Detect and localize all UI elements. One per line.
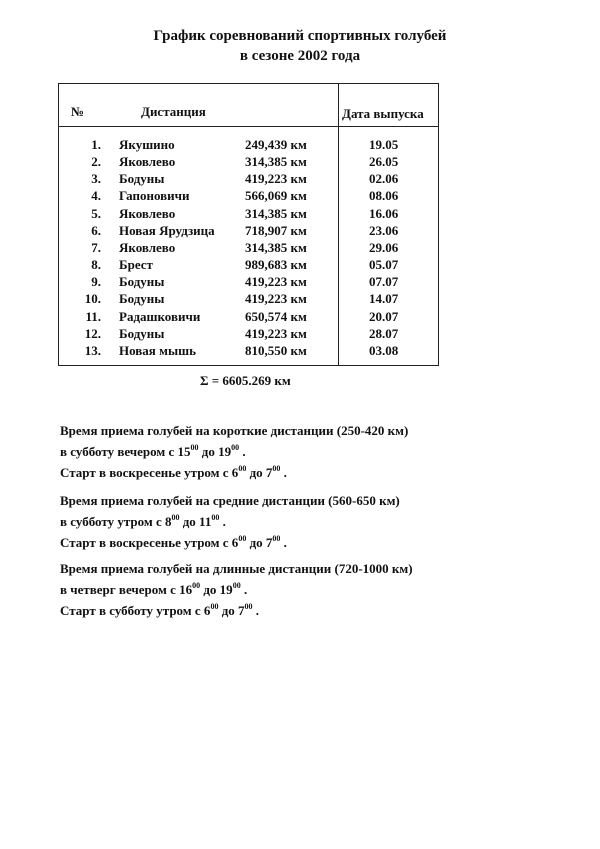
row-destination: Бодуны (119, 274, 165, 290)
row-destination: Яковлево (119, 239, 176, 255)
row-destination: Яковлево (119, 154, 176, 170)
row-distance: 810,550 км (245, 342, 307, 358)
table-row (59, 154, 440, 171)
row-distance: 314,385 км (245, 205, 307, 221)
row-release-date: 02.06 (369, 171, 399, 187)
table-row (59, 326, 440, 343)
short-heading: Время приема голубей на короткие дистанции (250-420 км) (60, 423, 409, 438)
row-release-date: 16.06 (369, 205, 399, 221)
header-divider (59, 126, 438, 127)
row-number: 13. (84, 342, 101, 358)
row-destination: Гапоновичи (119, 188, 190, 204)
header-date: Дата выпуска (342, 106, 424, 121)
header-distance: Дистанция (141, 104, 206, 119)
short-receive-time: в субботу вечером с $15^{00}$ до $19^{00}$ . (60, 443, 246, 459)
row-number: 2. (91, 154, 101, 170)
medium-start-time: Старт в воскресенье утром с $6^{00}$ до $7^{00}$ . (60, 534, 287, 550)
row-release-date: 19.05 (369, 137, 399, 152)
row-release-date: 03.08 (369, 342, 399, 358)
table-row (59, 309, 440, 326)
row-number: 1. (91, 137, 101, 152)
short-distance-block (60, 422, 408, 481)
title-line-2: в сезоне 2002 года (239, 48, 361, 64)
row-release-date: 26.05 (369, 154, 399, 170)
table-row (59, 274, 440, 291)
total-distance: Σ = 6605.269 км (200, 373, 291, 388)
long-heading: Время приема голубей на длинные дистанции (720-1000 км) (60, 561, 413, 576)
title-line-1: График соревнований спортивных голубей (153, 28, 447, 44)
row-distance: 419,223 км (245, 325, 307, 341)
row-number: 12. (84, 325, 101, 341)
table-row (59, 223, 440, 240)
row-destination: Радашковичи (119, 308, 201, 324)
row-distance: 718,907 км (245, 222, 307, 238)
document-title (0, 26, 600, 66)
row-release-date: 07.07 (369, 274, 399, 290)
table-row (59, 171, 440, 188)
short-start-time: Старт в воскресенье утром с $6^{00}$ до $7^{00}$ . (60, 464, 287, 480)
row-number: 8. (91, 257, 101, 273)
schedule-table (58, 83, 439, 366)
long-receive-time: в четверг вечером с $16^{00}$ до $19^{00}$ . (60, 581, 248, 597)
table-row (59, 240, 440, 257)
table-row (59, 188, 440, 205)
row-release-date: 28.07 (369, 325, 399, 341)
row-number: 4. (91, 188, 101, 204)
medium-receive-time: в субботу утром с $8^{00}$ до $11^{00}$ . (60, 513, 226, 529)
row-distance: 989,683 км (245, 257, 307, 273)
table-row (59, 343, 440, 360)
row-distance: 249,439 км (245, 137, 307, 152)
row-release-date: 23.06 (369, 222, 399, 238)
row-distance: 650,574 км (245, 308, 307, 324)
medium-heading: Время приема голубей на средние дистанции (560-650 км) (60, 493, 400, 508)
row-destination: Брест (119, 257, 153, 273)
row-number: 11. (85, 308, 101, 324)
medium-distance-block (60, 492, 400, 551)
row-release-date: 05.07 (369, 257, 399, 273)
row-release-date: 08.06 (369, 188, 399, 204)
row-distance: 314,385 км (245, 154, 307, 170)
row-number: 9. (91, 274, 101, 290)
row-destination: Яковлево (119, 205, 176, 221)
table-row (59, 137, 440, 154)
row-number: 3. (91, 171, 101, 187)
table-row (59, 257, 440, 274)
row-destination: Новая мышь (119, 342, 196, 358)
row-number: 5. (91, 205, 101, 221)
row-number: 6. (91, 222, 101, 238)
table-row (59, 206, 440, 223)
long-distance-block (60, 560, 413, 619)
row-destination: Бодуны (119, 325, 165, 341)
header-number: № (71, 104, 85, 119)
row-number: 10. (84, 291, 101, 307)
row-distance: 419,223 км (245, 274, 307, 290)
row-distance: 314,385 км (245, 239, 307, 255)
row-distance: 566,069 км (245, 188, 307, 204)
row-release-date: 14.07 (369, 291, 399, 307)
row-destination: Бодуны (119, 291, 165, 307)
row-distance: 419,223 км (245, 171, 307, 187)
row-destination: Якушино (119, 137, 175, 152)
row-destination: Новая Ярудзица (119, 222, 215, 238)
row-release-date: 29.06 (369, 239, 399, 255)
row-release-date: 20.07 (369, 308, 399, 324)
long-start-time: Старт в субботу утром с $6^{00}$ до $7^{00}$ . (60, 602, 260, 618)
row-destination: Бодуны (119, 171, 165, 187)
row-distance: 419,223 км (245, 291, 307, 307)
row-number: 7. (91, 239, 101, 255)
table-row (59, 291, 440, 308)
